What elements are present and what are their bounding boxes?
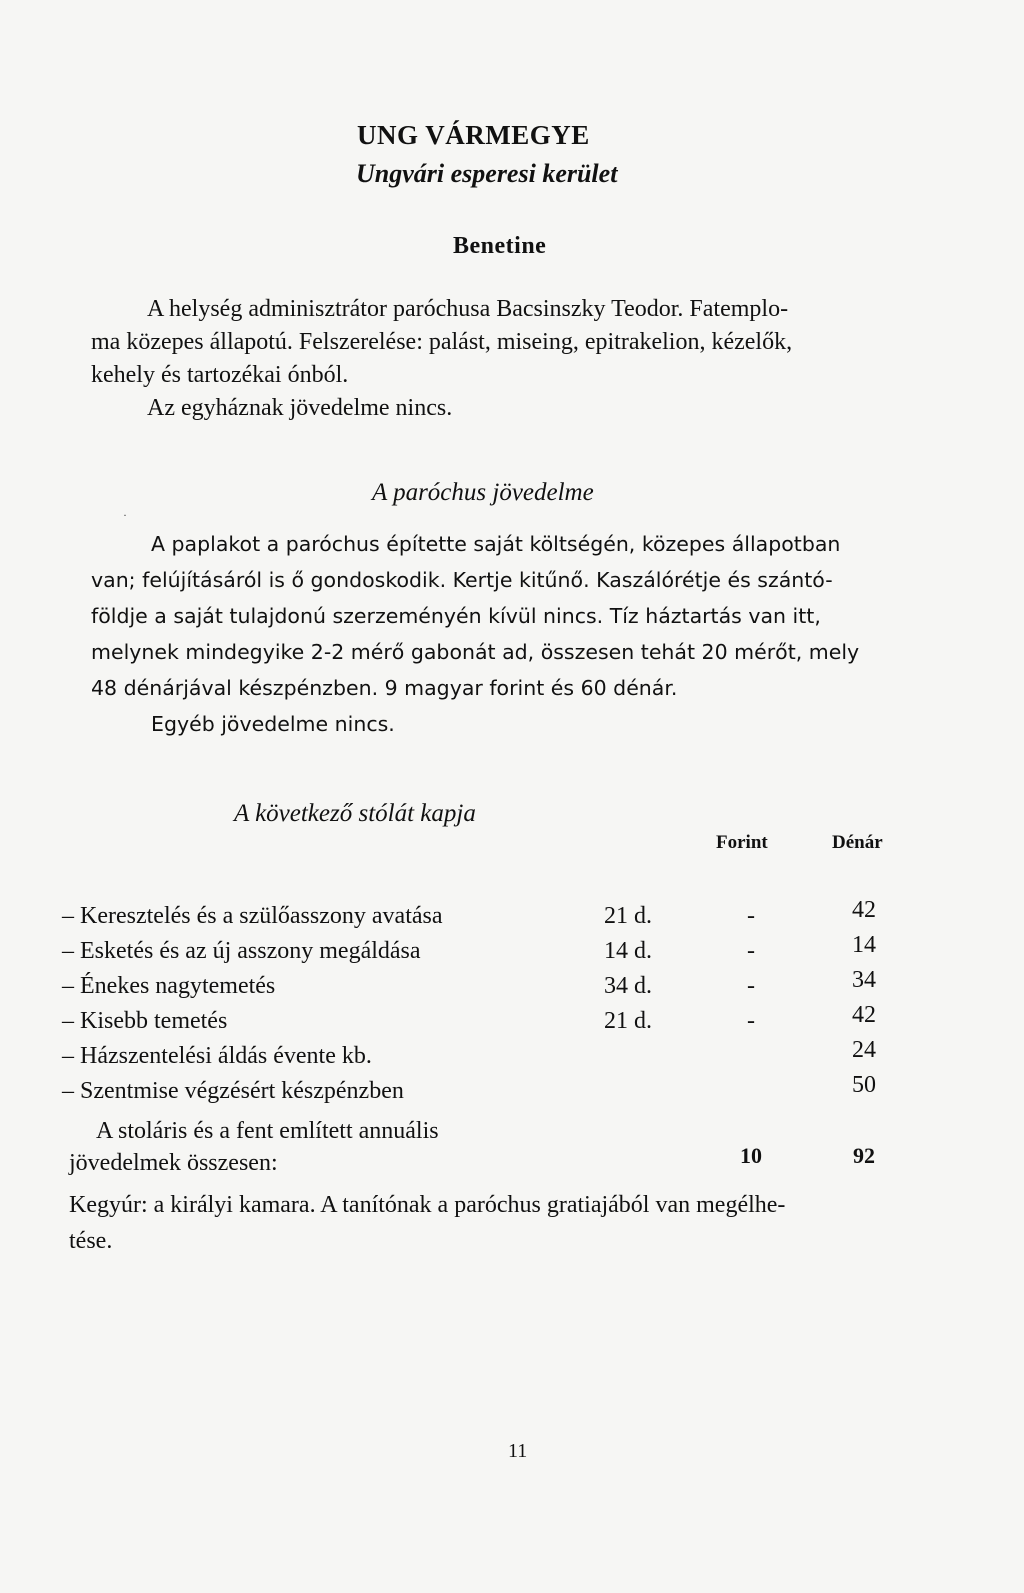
stola-section-title: A következő stólát kapja: [234, 800, 476, 827]
fee-label: – Szentmise végzésért készpénzben: [62, 1078, 404, 1104]
patron-line: Kegyúr: a királyi kamara. A tanítónak a paróchus gratiajából van megélhe-: [69, 1192, 786, 1218]
total-denar: 92: [853, 1143, 875, 1168]
total-label-line1: A stoláris és a fent említett annuális: [96, 1118, 439, 1144]
scan-speck: ·: [123, 508, 127, 522]
fee-forint: -: [747, 973, 755, 999]
fee-days: 34 d.: [604, 973, 652, 999]
page-number: 11: [508, 1440, 528, 1462]
table-row: [62, 1002, 962, 1043]
village-heading: Benetine: [453, 233, 547, 259]
income-line: A paplakot a paróchus építette saját költségén, közepes állapotban: [151, 532, 841, 556]
income-line: van; felújításáról is ő gondoskodik. Kertje kitűnő. Kaszálórétje és szántó-: [91, 568, 833, 592]
fee-label: – Keresztelés és a szülőasszony avatása: [62, 903, 443, 929]
total-label-line2: jövedelmek összesen:: [69, 1150, 278, 1176]
income-section-title: A paróchus jövedelme: [372, 479, 594, 506]
table-row: [62, 897, 962, 938]
patron-paragraph: [69, 1187, 785, 1259]
district-heading: Ungvári esperesi kerület: [356, 159, 618, 188]
table-row: [62, 967, 962, 1008]
fee-label: – Kisebb temetés: [62, 1008, 228, 1034]
fee-days: 14 d.: [604, 938, 652, 964]
intro-line: A helység adminisztrátor paróchusa Bacsinszky Teodor. Fatemplo-: [147, 296, 789, 322]
fee-label: – Házszentelési áldás évente kb.: [62, 1043, 372, 1069]
fee-denar: 42: [852, 1002, 876, 1028]
fee-label: – Énekes nagytemetés: [62, 973, 276, 999]
denar-column-header: Dénár: [832, 832, 883, 853]
income-line: földje a saját tulajdonú szerzeményén kívül nincs. Tíz háztartás van itt,: [91, 604, 821, 628]
fee-label: – Esketés és az új asszony megáldása: [62, 938, 421, 964]
intro-line: Az egyháznak jövedelme nincs.: [147, 395, 453, 421]
county-heading: UNG VÁRMEGYE: [357, 120, 590, 150]
fee-denar: 50: [852, 1072, 876, 1098]
patron-line: tése.: [69, 1228, 113, 1254]
fee-denar: 24: [852, 1037, 876, 1063]
fee-denar: 14: [852, 932, 876, 958]
table-row: [62, 932, 962, 973]
income-line: melynek mindegyike 2-2 mérő gabonát ad, összesen tehát 20 mérőt, mely: [91, 640, 860, 664]
intro-line: kehely és tartozékai ónból.: [91, 362, 349, 388]
fee-denar: 34: [852, 967, 876, 993]
intro-paragraph: [91, 293, 792, 425]
intro-line: ma közepes állapotú. Felszerelése: palást, miseing, epitrakelion, kézelők,: [91, 329, 793, 355]
fee-days: 21 d.: [604, 1008, 652, 1034]
fee-forint: -: [747, 938, 755, 964]
forint-column-header: Forint: [716, 832, 768, 853]
fee-forint: -: [747, 903, 755, 929]
fee-forint: -: [747, 1008, 755, 1034]
income-paragraph: [91, 526, 859, 742]
table-row: [62, 1072, 962, 1113]
fee-denar: 42: [852, 897, 876, 923]
stola-fee-table: [62, 897, 962, 1113]
total-forint: 10: [740, 1143, 762, 1168]
table-row: [62, 1037, 962, 1078]
income-line: Egyéb jövedelme nincs.: [151, 712, 395, 736]
income-line: 48 dénárjával készpénzben. 9 magyar forint és 60 dénár.: [91, 676, 678, 700]
fee-days: 21 d.: [604, 903, 652, 929]
